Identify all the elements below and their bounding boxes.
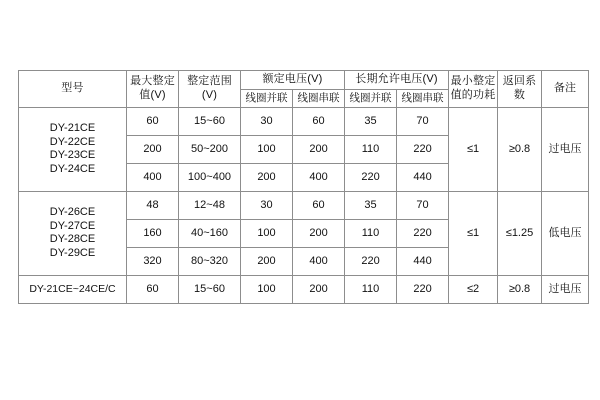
cell-setting-range: 15~60: [179, 275, 241, 303]
cell-max-setting: 48: [127, 191, 179, 219]
cell-remark: 过电压: [542, 107, 589, 191]
header-min-power: 最小整定值的功耗: [449, 71, 498, 108]
cell-setting-range: 50~200: [179, 135, 241, 163]
model-label: DY-26CE: [49, 205, 96, 218]
model-group-2: [19, 191, 127, 275]
header-model: 型号: [19, 71, 127, 108]
header-long-parallel: 线圈并联: [345, 89, 397, 107]
cell-rated-parallel: 100: [241, 135, 293, 163]
model-label: DY-24CE: [49, 163, 96, 176]
cell-long-series: 220: [397, 219, 449, 247]
cell-long-series: 440: [397, 163, 449, 191]
cell-min-power: ≤2: [449, 275, 498, 303]
cell-rated-parallel: 30: [241, 107, 293, 135]
cell-max-setting: 320: [127, 247, 179, 275]
table-body: [19, 107, 589, 303]
cell-long-series: 70: [397, 107, 449, 135]
model-label: DY-28CE: [49, 233, 96, 246]
cell-rated-parallel: 100: [241, 275, 293, 303]
cell-setting-range: 12~48: [179, 191, 241, 219]
cell-rated-series: 200: [293, 219, 345, 247]
cell-rated-parallel: 200: [241, 163, 293, 191]
cell-setting-range: 15~60: [179, 107, 241, 135]
cell-rated-series: 60: [293, 191, 345, 219]
cell-return-coefficient: ≤1.25: [498, 191, 542, 275]
header-rated-voltage: 额定电压(V): [241, 71, 345, 90]
table-row: [19, 275, 589, 303]
cell-long-series: 440: [397, 247, 449, 275]
cell-max-setting: 200: [127, 135, 179, 163]
header-max-setting: 最大整定值(V): [127, 71, 179, 108]
cell-long-series: 220: [397, 135, 449, 163]
cell-long-parallel: 110: [345, 135, 397, 163]
header-return-coefficient: 返回系数: [498, 71, 542, 108]
cell-long-series: 220: [397, 275, 449, 303]
cell-long-series: 70: [397, 191, 449, 219]
header-long-series: 线圈串联: [397, 89, 449, 107]
cell-long-parallel: 220: [345, 163, 397, 191]
cell-long-parallel: 35: [345, 191, 397, 219]
cell-long-parallel: 35: [345, 107, 397, 135]
cell-setting-range: 40~160: [179, 219, 241, 247]
cell-long-parallel: 220: [345, 247, 397, 275]
cell-long-parallel: 110: [345, 219, 397, 247]
cell-rated-series: 400: [293, 247, 345, 275]
table-row: [19, 191, 589, 219]
cell-max-setting: 400: [127, 163, 179, 191]
model-single: DY-21CE~24CE/C: [19, 275, 127, 303]
header-row-1: [19, 71, 589, 90]
header-rated-parallel: 线圈并联: [241, 89, 293, 107]
cell-rated-series: 400: [293, 163, 345, 191]
cell-rated-series: 200: [293, 135, 345, 163]
cell-max-setting: 60: [127, 107, 179, 135]
model-label: DY-22CE: [49, 135, 96, 148]
cell-return-coefficient: ≥0.8: [498, 275, 542, 303]
cell-rated-parallel: 30: [241, 191, 293, 219]
cell-max-setting: 60: [127, 275, 179, 303]
model-label: DY-21CE: [49, 121, 96, 134]
specification-table: [18, 70, 589, 304]
header-setting-range: 整定范围(V): [179, 71, 241, 108]
cell-rated-series: 200: [293, 275, 345, 303]
header-remark: 备注: [542, 71, 589, 108]
header-long-term-voltage: 长期允许电压(V): [345, 71, 449, 90]
model-group-1: [19, 107, 127, 191]
cell-long-parallel: 110: [345, 275, 397, 303]
cell-max-setting: 160: [127, 219, 179, 247]
cell-rated-series: 60: [293, 107, 345, 135]
cell-setting-range: 80~320: [179, 247, 241, 275]
cell-rated-parallel: 100: [241, 219, 293, 247]
cell-rated-parallel: 200: [241, 247, 293, 275]
header-rated-series: 线圈串联: [293, 89, 345, 107]
cell-remark: 过电压: [542, 275, 589, 303]
model-label: DY-27CE: [49, 219, 96, 232]
model-label: DY-29CE: [49, 247, 96, 260]
cell-min-power: ≤1: [449, 191, 498, 275]
table-header: [19, 71, 589, 108]
cell-setting-range: 100~400: [179, 163, 241, 191]
cell-min-power: ≤1: [449, 107, 498, 191]
cell-remark: 低电压: [542, 191, 589, 275]
table-row: [19, 107, 589, 135]
cell-return-coefficient: ≥0.8: [498, 107, 542, 191]
model-label: DY-23CE: [49, 149, 96, 162]
